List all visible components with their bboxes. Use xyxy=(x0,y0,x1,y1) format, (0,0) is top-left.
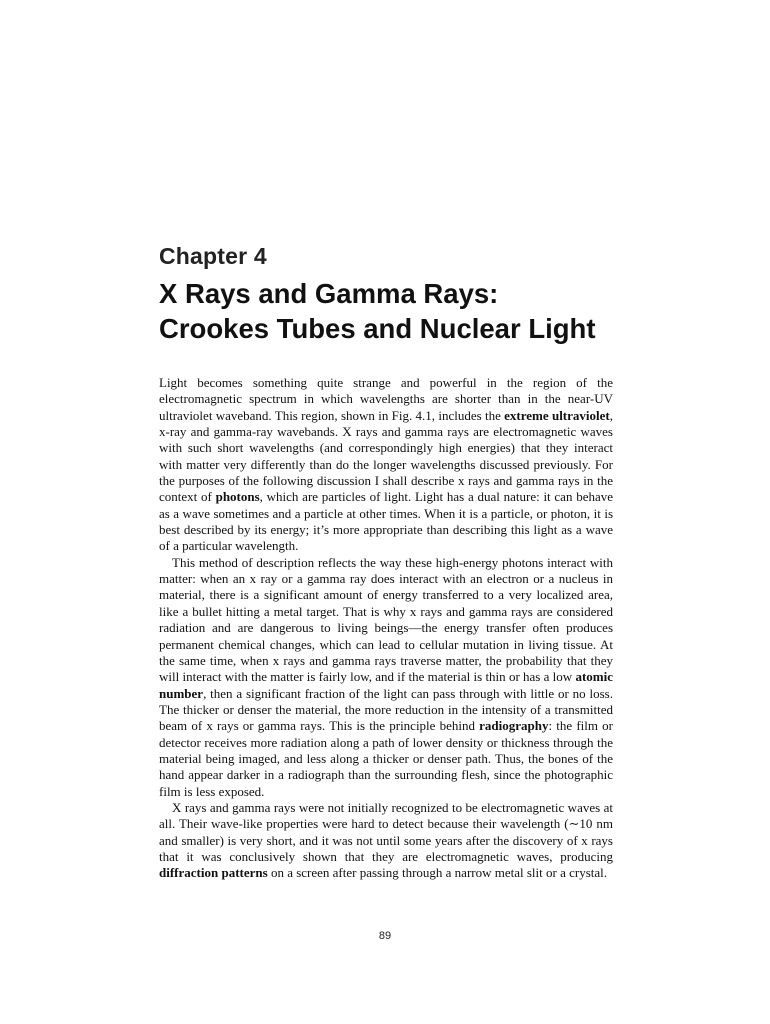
chapter-title xyxy=(159,276,639,346)
paragraph xyxy=(159,800,613,882)
chapter-label: Chapter 4 xyxy=(159,243,267,269)
paragraph xyxy=(159,375,613,555)
text-run: , then a significant fraction of the light can pass through with little or no loss. The thicker or denser the material, the more reduction in the intensity of a transmitted beam of x rays or gamma rays. This is the principle behind xyxy=(159,685,613,734)
bold-term: radiography xyxy=(479,718,549,734)
paragraph xyxy=(159,555,613,800)
text-run: This method of description reflects the way these high-energy photons interact with matter: when an x ray or a gamma ray does interact with an electron or a nucleus in material, there is a significant amount of energy transferred to a very localized area, like a bullet hitting a metal target. That is why x rays and gamma rays are considered radiation and are dangerous to living beings—the energy transfer often produces permanent chemical changes, which can lead to cellular mutation in living tissue. At the same time, when x rays and gamma rays traverse matter, the probability that they will interact with the matter is fairly low, and if the material is thin or has a low xyxy=(159,554,613,685)
chapter-title-line-1: X Rays and Gamma Rays: xyxy=(159,278,499,309)
body-text xyxy=(159,375,613,882)
text-run: X rays and gamma rays were not initially recognized to be electromagnetic waves at all. Their wave-like properties were hard to detect because their wavelength (∼10 nm and smaller) is very short, and it was not until some years after the discovery of x rays that it was conclusively shown that they are electromagnetic waves, producing xyxy=(159,799,613,864)
page-number: 89 xyxy=(378,930,392,942)
chapter-title-line-2: Crookes Tubes and Nuclear Light xyxy=(159,313,596,344)
bold-term: diffraction patterns xyxy=(159,865,268,881)
bold-term: extreme ultraviolet xyxy=(504,407,610,423)
text-run: , which are particles of light. Light has a dual nature: it can behave as a wave sometimes and a particle at other times. When it is a particle, or photon, it is best described by its energy; it’s more appropriate than describing this light as a wave of a particular wavelength. xyxy=(159,489,614,554)
bold-term: photons xyxy=(215,489,260,505)
text-run: on a screen after passing through a narrow metal slit or a crystal. xyxy=(267,865,608,881)
text-run: Light becomes something quite strange and powerful in the region of the electromagnetic spectrum in which wavelengths are shorter than in the near-UV ultraviolet waveband. This region, shown in Fig. 4.1, includes the xyxy=(159,375,613,423)
text-run: , x-ray and gamma-ray wavebands. X rays and gamma rays are electromagnetic waves with such short wavelengths (and correspondingly high energies) that they interact with matter very differently than do the longer wavelengths discussed previously. For the purposes of the following discussion I shall describe x rays and gamma rays in the context of xyxy=(159,407,613,505)
bold-term: atomic number xyxy=(159,669,613,701)
text-run: : the film or detector receives more radiation along a path of lower density or thickness through the material being imaged, and less along a thicker or denser path. Thus, the bones of the hand appear darker in a radiograph than the surrounding flesh, since the photographic film is less exposed. xyxy=(159,718,613,799)
